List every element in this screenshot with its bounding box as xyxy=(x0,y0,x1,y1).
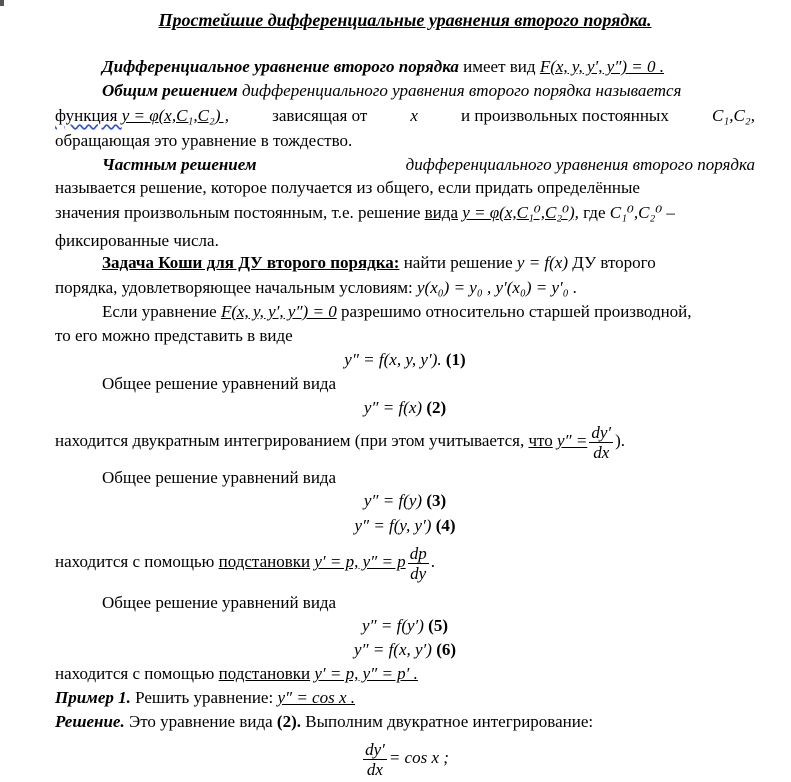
formula-particular-solution: y = φ(x,C₁⁰,C₂⁰), xyxy=(462,203,579,222)
text: функция xyxy=(55,106,122,125)
equation-number: (5) xyxy=(428,616,448,635)
example-label: Пример 1. xyxy=(55,688,131,707)
text-chto: что xyxy=(528,431,553,450)
equation-number: (1) xyxy=(445,350,466,369)
formula-substitution-2: y′ = p, y″ = p′ . xyxy=(314,664,418,683)
text: находится с помощью xyxy=(55,664,219,683)
paragraph-general-solution-3: обращающая это уравнение в тождество. xyxy=(55,131,353,150)
text-substitution: подстановки xyxy=(218,664,311,683)
text: где xyxy=(578,203,610,222)
denominator: dx xyxy=(366,759,383,779)
equation-5 xyxy=(55,614,755,637)
equation-number: (2) xyxy=(426,398,447,417)
equation-1 xyxy=(55,348,755,371)
paragraph-double-integration xyxy=(55,421,755,462)
formula-cauchy-solution: y = f(x) xyxy=(516,253,569,272)
formula-example: y″ = cos x . xyxy=(277,688,356,707)
denominator: dy xyxy=(410,563,427,583)
denominator: dx xyxy=(593,442,610,462)
numerator: dp xyxy=(409,543,427,563)
text: и произвольных постоянных xyxy=(461,106,669,125)
paragraph-cauchy-1 xyxy=(55,251,755,274)
paragraph-substitution-1 xyxy=(55,542,755,583)
equation-integration-step xyxy=(55,738,755,779)
text: значения произвольным постоянным, т.е. решение xyxy=(55,203,425,222)
paragraph-particular-solution-2: называется решение, которое получается из общего, если придать определённые xyxy=(55,178,640,197)
text: Выполним двукратное интегрирование: xyxy=(301,712,594,731)
text: . xyxy=(430,552,435,571)
paragraph-particular-solution-1 xyxy=(55,153,755,176)
text: найти решение xyxy=(399,253,517,272)
paragraph-general-form: Общее решение уравнений вида xyxy=(102,593,337,612)
formula-eq4: y″ = f(y, y′) xyxy=(354,516,432,535)
text: находится двукратным интегрированием (при этом учитывается, xyxy=(55,431,529,450)
paragraph-ode-definition xyxy=(55,55,755,78)
page-edge-mark xyxy=(0,0,4,6)
text: дифференциального уравнения второго порядка называется xyxy=(237,81,682,100)
term-general-solution: Общим решением xyxy=(102,81,238,100)
text: порядка, удовлетворяющее начальным условиям: xyxy=(55,278,417,297)
solution-label: Решение. xyxy=(55,712,125,731)
equation-number: (6) xyxy=(436,640,457,659)
formula-eq2: y″ = f(x) xyxy=(363,398,423,417)
text: зависящая от xyxy=(272,106,368,125)
formula-general-form: F(x, y, y′, y″) = 0 . xyxy=(539,57,665,76)
text-substitution: подстановки xyxy=(218,552,311,571)
paragraph-general-form: Общее решение уравнений вида xyxy=(102,374,337,393)
paragraph-resolvable-1 xyxy=(55,300,755,323)
paragraph-general-solution-2 xyxy=(55,104,755,127)
paragraph-particular-solution-4: фиксированные числа. xyxy=(55,231,219,250)
text: имеет вид xyxy=(458,57,540,76)
text: Если уравнение xyxy=(102,302,221,321)
text: – xyxy=(662,203,675,222)
paragraph-resolvable-2: то его можно представить в виде xyxy=(55,326,293,345)
formula-eq3: y″ = f(y) xyxy=(363,491,423,510)
term-particular-solution: Частным решением xyxy=(102,155,257,174)
paragraph-solution xyxy=(55,710,755,733)
variable-x: x xyxy=(410,106,418,125)
paragraph-particular-solution-3 xyxy=(55,201,755,224)
equation-4 xyxy=(55,514,755,537)
text: Решить уравнение: xyxy=(130,688,278,707)
paragraph-general-form: Общее решение уравнений вида xyxy=(102,468,337,487)
formula-rhs: = cos x ; xyxy=(388,748,449,767)
formula-general-solution: y = φ(x,C₁,C₂) , xyxy=(121,106,230,125)
text: разрешимо относительно старшей производной, xyxy=(336,302,692,321)
formula-eq6: y″ = f(x, y′) xyxy=(353,640,432,659)
paragraph-cauchy-2 xyxy=(55,276,755,299)
formula-initial-conditions: y(x₀) = y₀ , y′(x₀) = y′₀ . xyxy=(417,278,578,297)
numerator: dy′ xyxy=(591,422,612,442)
text: ). xyxy=(615,431,626,450)
term-cauchy-problem: Задача Коши для ДУ второго порядка: xyxy=(102,253,400,272)
formula-eq5: y″ = f(y′) xyxy=(362,616,424,635)
text: ДУ второго xyxy=(568,253,656,272)
constants: C₁,C₂, xyxy=(711,106,755,125)
formula-implicit: F(x, y, y′, y″) = 0 xyxy=(220,302,337,321)
equation-3 xyxy=(55,489,755,512)
text: дифференциального уравнения второго порядка xyxy=(405,155,755,174)
equation-number: (4) xyxy=(435,516,456,535)
numerator: dy′ xyxy=(365,739,385,759)
text: Это уравнение вида xyxy=(124,712,277,731)
formula-lhs: y″ = xyxy=(556,431,588,450)
fixed-constants: C₁⁰,C₂⁰ xyxy=(609,203,663,222)
fraction-dyprime-dx xyxy=(363,740,387,779)
formula-eq1: y″ = f(x, y, y′). xyxy=(344,350,442,369)
equation-2 xyxy=(55,396,755,419)
equation-6 xyxy=(55,638,755,661)
text: находится с помощью xyxy=(55,552,219,571)
paragraph-substitution-2 xyxy=(55,662,755,685)
fraction-dyprime-dx xyxy=(589,423,613,462)
page-title: Простейшие дифференциальные уравнения второго порядка. xyxy=(158,10,652,30)
paragraph-example-1 xyxy=(55,686,755,709)
fraction-dp-dy xyxy=(408,544,429,583)
paragraph-general-solution-1 xyxy=(55,79,755,102)
equation-number: (3) xyxy=(426,491,447,510)
formula-substitution: y′ = p, y″ = p xyxy=(314,552,406,571)
text-vida: вида xyxy=(424,203,458,222)
term-second-order-ode: Дифференциальное уравнение второго порядка xyxy=(102,57,459,76)
equation-reference: (2). xyxy=(276,712,301,731)
